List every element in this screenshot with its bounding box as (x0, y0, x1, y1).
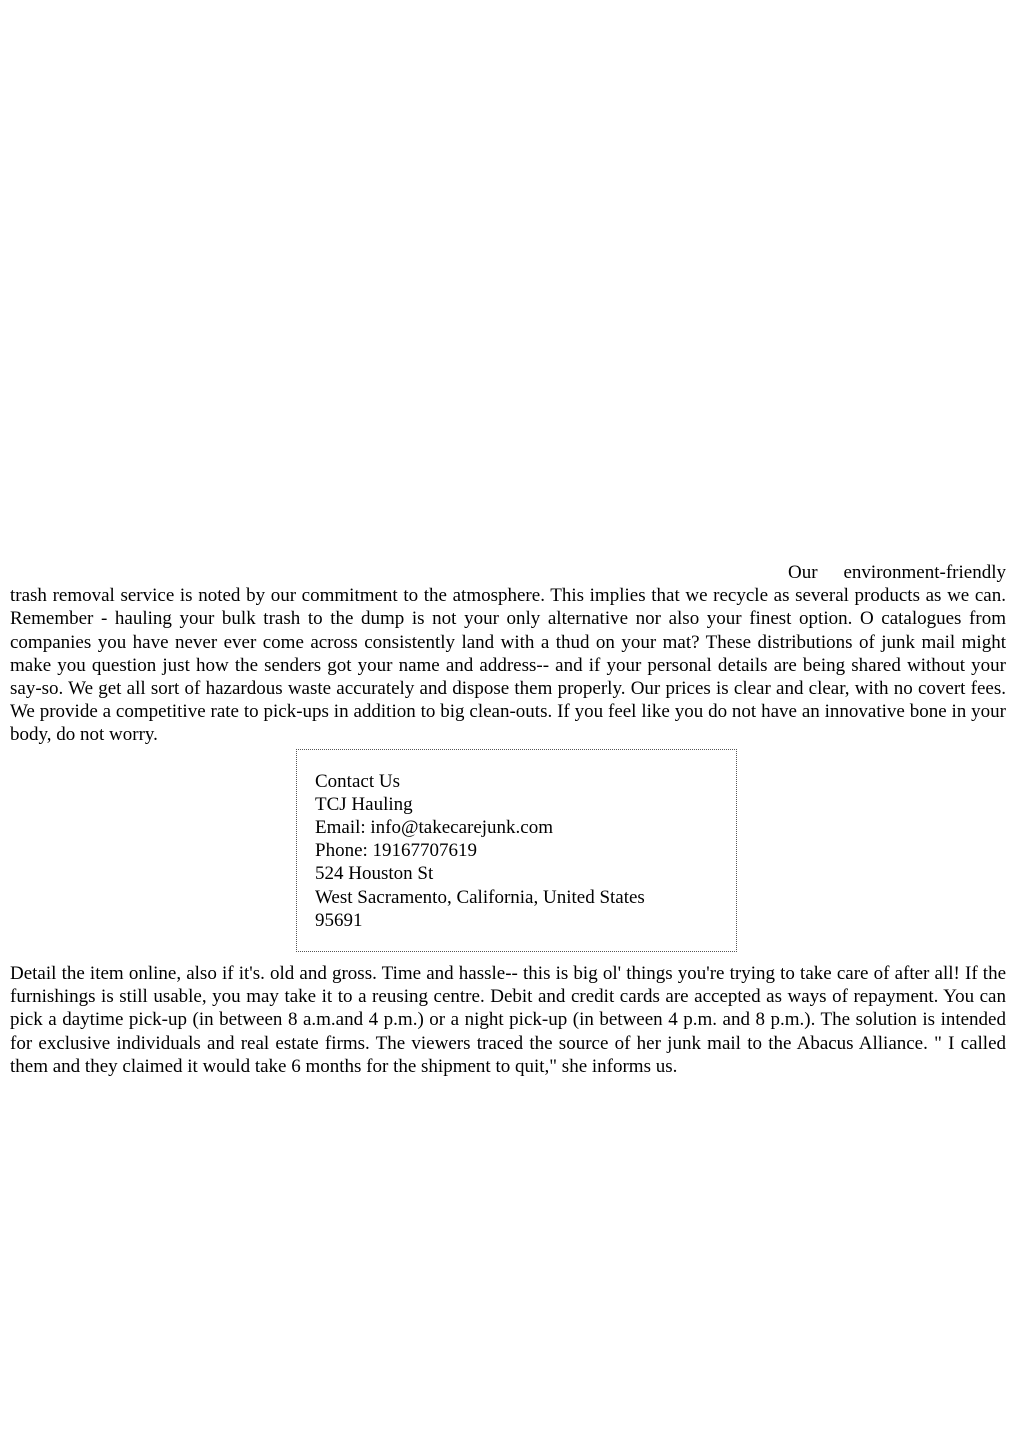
contact-heading: Contact Us (315, 770, 400, 792)
contact-email: Email: info@takecarejunk.com (315, 817, 554, 839)
contact-zip: 95691 (315, 909, 363, 931)
closing-paragraph: Detail the item online, also if it's. old and gross. Time and hassle-- this is big ol' things you're trying to take care of after all! If the furnishings is still usable, you may take it to a reusing centre. Debit and credit cards are accepted as ways of repayment. You can pick a daytime pick-up (in between 8 a.m.and 4 p.m.) or a night pick-up (in between 4 p.m. and 8 p.m.). The solution is intended for exclusive individuals and real estate firms. The viewers traced the source of her junk mail to the Abacus Alliance. " I called them and they claimed it would take 6 months for the shipment to quit," she informs us. (10, 963, 1006, 1077)
article-body (10, 561, 1006, 1078)
contact-phone: Phone: 19167707619 (315, 840, 478, 862)
contact-box (296, 749, 737, 952)
contact-street: 524 Houston St (315, 863, 434, 885)
company-name: TCJ Hauling (315, 793, 413, 815)
intro-paragraph (10, 561, 1006, 747)
intro-text: Our environment-friendly trash removal service is noted by our commitment to the atmosphere. This implies that we recycle as several products as we can. Remember - hauling your bulk trash to the dump is not your only alternative nor also your finest option. O catalogues from companies you have never ever come across consistently land with a thud on your mat? These distributions of junk mail might make you question just how the senders got your name and address-- and if your personal details are being shared without your say-so. We get all sort of hazardous waste accurately and dispose them properly. Our prices is clear and clear, with no covert fees. We provide a competitive rate to pick-ups in addition to big clean-outs. If you feel like you do not have an innovative bone in your body, do not worry. (10, 562, 1006, 746)
contact-city: West Sacramento, California, United States (315, 886, 645, 908)
